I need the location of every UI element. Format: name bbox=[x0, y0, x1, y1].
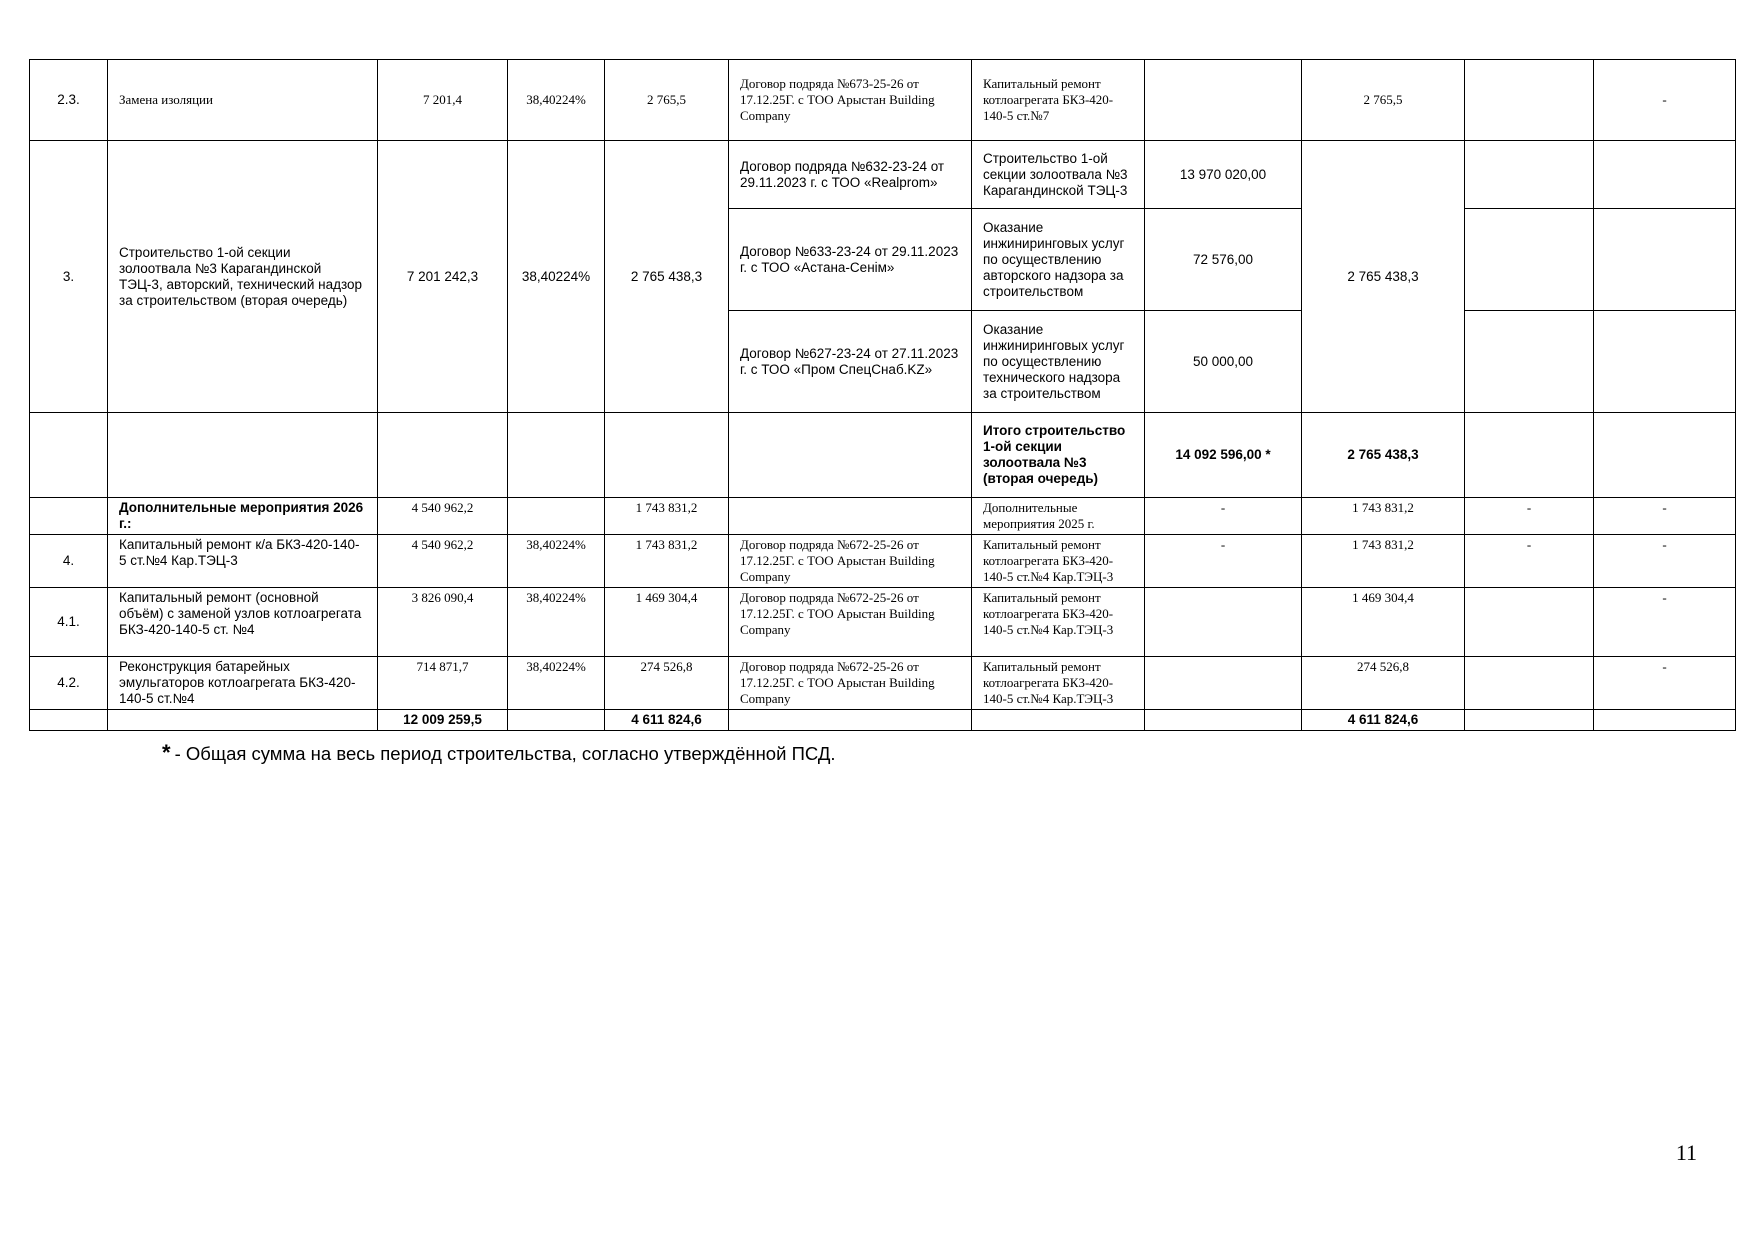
table-row bbox=[30, 657, 1736, 710]
empty-cell bbox=[605, 413, 729, 498]
object-cell: Дополнительные мероприятия 2025 г. bbox=[972, 498, 1145, 535]
financed-cell: 274 526,8 bbox=[1302, 657, 1465, 710]
table-row bbox=[30, 60, 1736, 141]
extra-cell: - bbox=[1594, 498, 1736, 535]
extra-cell: - bbox=[1594, 535, 1736, 588]
financed-cell: 1 743 831,2 bbox=[1302, 535, 1465, 588]
share-cell: 1 469 304,4 bbox=[605, 588, 729, 657]
grand-total-share: 4 611 824,6 bbox=[605, 710, 729, 731]
percent-cell: 38,40224% bbox=[508, 588, 605, 657]
empty-cell bbox=[30, 710, 108, 731]
contract-cell: Договор №627-23-24 от 27.11.2023 г. с ТОО «Пром СпецСнаб.KZ» bbox=[729, 311, 972, 413]
section-title: Дополнительные мероприятия 2026 г.: bbox=[108, 498, 378, 535]
empty-cell bbox=[1465, 710, 1594, 731]
extra-cell bbox=[1594, 141, 1736, 209]
grand-total-amount: 12 009 259,5 bbox=[378, 710, 508, 731]
extra-cell bbox=[1465, 209, 1594, 311]
object-cell: Капитальный ремонт котлоагрегата БКЗ-420-140-5 ст.№4 Кар.ТЭЦ-3 bbox=[972, 657, 1145, 710]
empty-cell bbox=[1465, 657, 1594, 710]
share-cell: 2 765 438,3 bbox=[605, 141, 729, 413]
item-name: Строительство 1-ой секции золоотвала №3 Карагандинской ТЭЦ-3, авторский, технический надзор за строительством (вторая очередь) bbox=[108, 141, 378, 413]
extra-cell: - bbox=[1594, 657, 1736, 710]
row-number: 2.3. bbox=[30, 60, 108, 141]
percent-cell: 38,40224% bbox=[508, 657, 605, 710]
empty-cell bbox=[30, 413, 108, 498]
empty-cell bbox=[1594, 413, 1736, 498]
financial-table bbox=[29, 59, 1736, 731]
object-cell: Капитальный ремонт котлоагрегата БКЗ-420-140-5 ст.№4 Кар.ТЭЦ-3 bbox=[972, 535, 1145, 588]
grand-total-row bbox=[30, 710, 1736, 731]
extra-cell bbox=[1594, 209, 1736, 311]
item-name: Реконструкция батарейных эмульгаторов котлоагрегата БКЗ-420-140-5 ст.№4 bbox=[108, 657, 378, 710]
empty-cell bbox=[108, 710, 378, 731]
total-cell: - bbox=[1145, 535, 1302, 588]
financed-cell: 2 765 438,3 bbox=[1302, 141, 1465, 413]
extra-cell: - bbox=[1594, 60, 1736, 141]
footnote-text: - Общая сумма на весь период строительства, согласно утверждённой ПСД. bbox=[174, 743, 836, 764]
grand-total-financed: 4 611 824,6 bbox=[1302, 710, 1465, 731]
extra-cell: - bbox=[1465, 498, 1594, 535]
empty-cell bbox=[1465, 413, 1594, 498]
amount-cell: 4 540 962,2 bbox=[378, 498, 508, 535]
contract-cell: Договор подряда №672-25-26 от 17.12.25Г. с ТОО Арыстан Building Company bbox=[729, 535, 972, 588]
extra-cell bbox=[1465, 311, 1594, 413]
footnote bbox=[162, 740, 836, 766]
total-cell: 50 000,00 bbox=[1145, 311, 1302, 413]
empty-cell bbox=[508, 413, 605, 498]
table-row bbox=[30, 498, 1736, 535]
item-name: Капитальный ремонт (основной объём) с заменой узлов котлоагрегата БКЗ-420-140-5 ст. №4 bbox=[108, 588, 378, 657]
financed-cell: 2 765 438,3 bbox=[1302, 413, 1465, 498]
empty-cell bbox=[1594, 710, 1736, 731]
total-cell: 72 576,00 bbox=[1145, 209, 1302, 311]
empty-cell bbox=[508, 498, 605, 535]
extra-cell bbox=[1465, 141, 1594, 209]
financed-cell: 2 765,5 bbox=[1302, 60, 1465, 141]
empty-cell bbox=[508, 710, 605, 731]
table-row bbox=[30, 141, 1736, 209]
amount-cell: 3 826 090,4 bbox=[378, 588, 508, 657]
contract-cell: Договор подряда №672-25-26 от 17.12.25Г. с ТОО Арыстан Building Company bbox=[729, 657, 972, 710]
table-row bbox=[30, 413, 1736, 498]
item-name: Замена изоляции bbox=[108, 60, 378, 141]
total-cell: 13 970 020,00 bbox=[1145, 141, 1302, 209]
empty-cell bbox=[1145, 657, 1302, 710]
percent-cell: 38,40224% bbox=[508, 141, 605, 413]
percent-cell: 38,40224% bbox=[508, 535, 605, 588]
page-number: 11 bbox=[1675, 1140, 1697, 1165]
share-cell: 1 743 831,2 bbox=[605, 535, 729, 588]
empty-cell bbox=[1465, 588, 1594, 657]
empty-cell bbox=[972, 710, 1145, 731]
object-cell: Оказание инжиниринговых услуг по осуществлению технического надзора за строительством bbox=[972, 311, 1145, 413]
financed-cell: 1 743 831,2 bbox=[1302, 498, 1465, 535]
empty-cell bbox=[378, 413, 508, 498]
subtotal-label: Итого строительство 1-ой секции золоотвала №3 (вторая очередь) bbox=[972, 413, 1145, 498]
object-cell: Капитальный ремонт котлоагрегата БКЗ-420-140-5 ст.№4 Кар.ТЭЦ-3 bbox=[972, 588, 1145, 657]
contract-cell: Договор подряда №673-25-26 от 17.12.25Г. с ТОО Арыстан Building Company bbox=[729, 60, 972, 141]
empty-cell bbox=[1145, 588, 1302, 657]
footnote-star: * bbox=[162, 740, 171, 765]
item-name: Капитальный ремонт к/а БКЗ-420-140-5 ст.№4 Кар.ТЭЦ-3 bbox=[108, 535, 378, 588]
share-cell: 274 526,8 bbox=[605, 657, 729, 710]
share-cell: 1 743 831,2 bbox=[605, 498, 729, 535]
contract-cell: Договор подряда №672-25-26 от 17.12.25Г. с ТОО Арыстан Building Company bbox=[729, 588, 972, 657]
object-cell: Строительство 1-ой секции золоотвала №3 Карагандинской ТЭЦ-3 bbox=[972, 141, 1145, 209]
object-cell: Оказание инжиниринговых услуг по осуществлению авторского надзора за строительством bbox=[972, 209, 1145, 311]
empty-cell bbox=[729, 710, 972, 731]
amount-cell: 7 201,4 bbox=[378, 60, 508, 141]
financed-cell: 1 469 304,4 bbox=[1302, 588, 1465, 657]
empty-cell bbox=[30, 498, 108, 535]
empty-cell bbox=[729, 413, 972, 498]
row-number: 4. bbox=[30, 535, 108, 588]
total-cell bbox=[1145, 60, 1302, 141]
object-cell: Капитальный ремонт котлоагрегата БКЗ-420-140-5 ст.№7 bbox=[972, 60, 1145, 141]
amount-cell: 714 871,7 bbox=[378, 657, 508, 710]
empty-cell bbox=[1145, 710, 1302, 731]
extra-cell: - bbox=[1594, 588, 1736, 657]
contract-cell: Договор №633-23-24 от 29.11.2023 г. с ТОО «Астана-Сенім» bbox=[729, 209, 972, 311]
percent-cell: 38,40224% bbox=[508, 60, 605, 141]
total-cell: - bbox=[1145, 498, 1302, 535]
amount-cell: 7 201 242,3 bbox=[378, 141, 508, 413]
row-number: 3. bbox=[30, 141, 108, 413]
contract-cell: Договор подряда №632-23-24 от 29.11.2023 г. с ТОО «Realprom» bbox=[729, 141, 972, 209]
table-row bbox=[30, 535, 1736, 588]
table-row bbox=[30, 588, 1736, 657]
extra-cell bbox=[1465, 60, 1594, 141]
extra-cell bbox=[1594, 311, 1736, 413]
share-cell: 2 765,5 bbox=[605, 60, 729, 141]
empty-cell bbox=[729, 498, 972, 535]
extra-cell: - bbox=[1465, 535, 1594, 588]
row-number: 4.2. bbox=[30, 657, 108, 710]
empty-cell bbox=[108, 413, 378, 498]
amount-cell: 4 540 962,2 bbox=[378, 535, 508, 588]
total-cell: 14 092 596,00 * bbox=[1145, 413, 1302, 498]
row-number: 4.1. bbox=[30, 588, 108, 657]
